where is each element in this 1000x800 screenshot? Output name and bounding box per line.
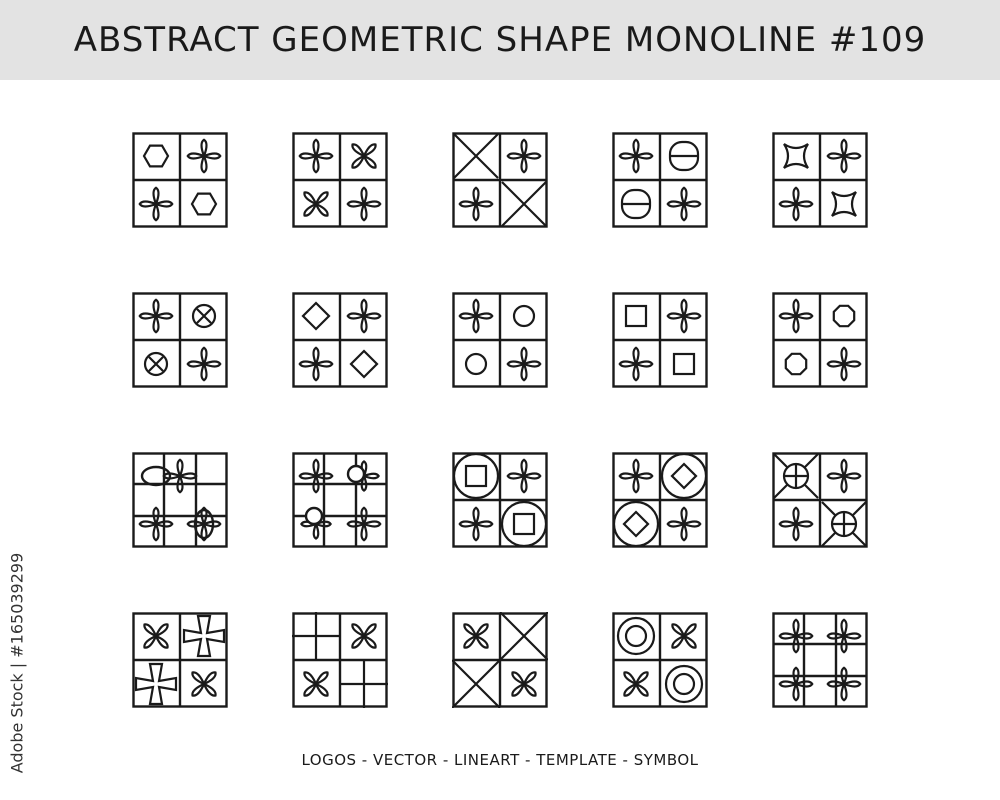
icon-lens-grid-tile: [132, 452, 228, 548]
footer-tagline: LOGOS - VECTOR - LINEART - TEMPLATE - SYMBOL: [301, 751, 699, 769]
icon-crosshair-petal-tile: [772, 452, 868, 548]
icon-node-grid-tile: [292, 452, 388, 548]
stock-id-text: Adobe Stock | #165039299: [7, 552, 27, 774]
icon-star-petal-tile: [772, 132, 868, 228]
icon-octagon-petal-tile: [772, 292, 868, 388]
icon-x-diagonal-petal-tile: [452, 612, 548, 708]
icon-petal-cross-tile: [292, 132, 388, 228]
icon-square-petal-tile: [612, 292, 708, 388]
icon-circled-diamond-petal-tile: [612, 452, 708, 548]
icon-x-petal-tile: [452, 132, 548, 228]
page-title: ABSTRACT GEOMETRIC SHAPE MONOLINE #109: [73, 20, 927, 60]
icon-crossed-circle-petal-tile: [132, 292, 228, 388]
icon-oval-petal-tile: [612, 132, 708, 228]
icon-petal-grid-tile: [772, 612, 868, 708]
icon-hexagon-petal-tile: [132, 132, 228, 228]
icon-circle-petal-tile: [452, 292, 548, 388]
icon-grid-diagonal-petal-tile: [292, 612, 388, 708]
icon-ring-diagonal-petal-tile: [612, 612, 708, 708]
stock-id-watermark: [6, 552, 28, 774]
icon-maltese-cross-tile: [132, 612, 228, 708]
icon-circled-square-petal-tile: [452, 452, 548, 548]
icon-diamond-petal-tile: [292, 292, 388, 388]
